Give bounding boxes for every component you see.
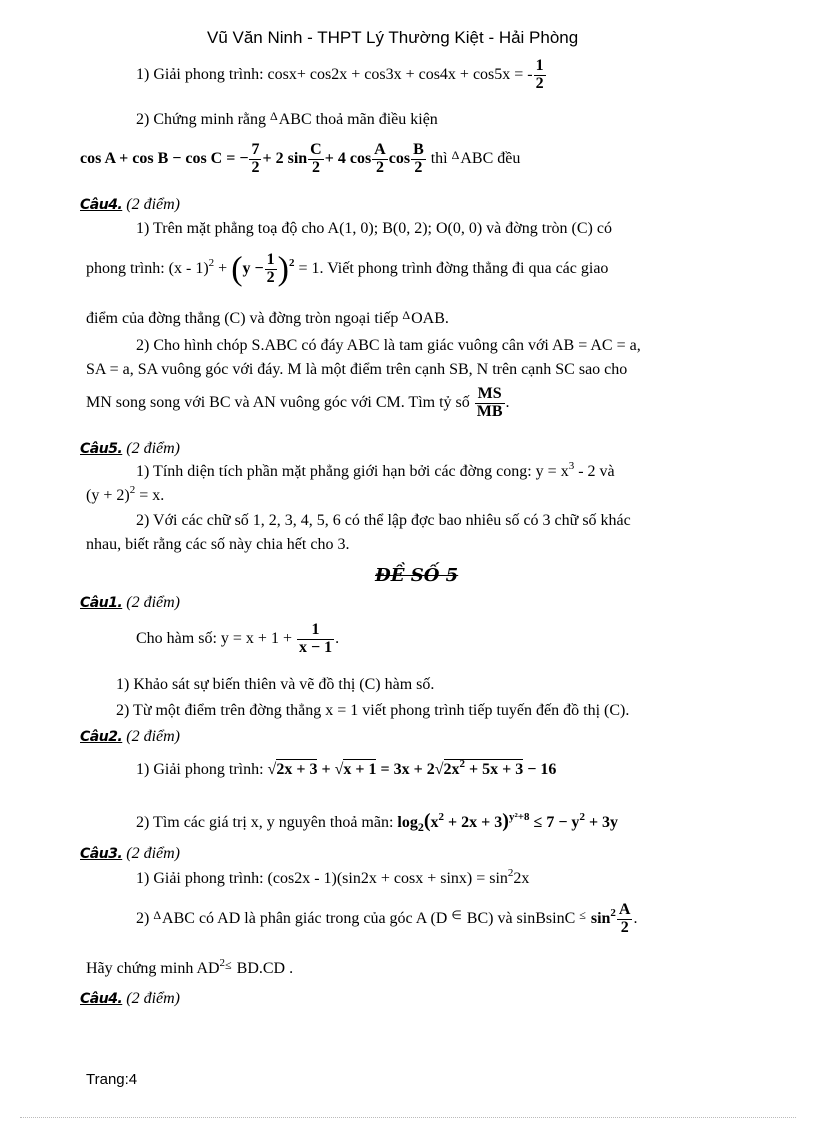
trig-equation: 1) Giải phong trình: $(\cos 2x - 1)(\sin 2x + \cos x + \sin x) = \sin^22x$ bbox=[136, 867, 530, 887]
question-heading: Câu4. (2 điểm) bbox=[80, 196, 181, 213]
ratio-line: MN song song với BC và AN vuông góc với CM. Tìm tỷ số $\frac{MS}{MB}$ . bbox=[86, 385, 510, 420]
question-heading: Câu1. (2 điểm) bbox=[80, 594, 181, 611]
paragraph-line: 2) Cho hình chóp S.ABC có đáy ABC là tam giác vuông cân với AB = AC = a, bbox=[136, 337, 641, 354]
paragraph-line: 1) Trên mặt phẳng toạ độ cho A(1, 0); B(0, 2); O(0, 0) và đờng tròn (C) có bbox=[136, 220, 612, 237]
paragraph-line: điểm của đờng thẳng (C) và đờng tròn ngoại tiếp $^\Delta$OAB. bbox=[86, 308, 449, 327]
paragraph-line: 1) Tính diện tích phần mặt phẳng giới hạn bởi các đờng cong: $y = x^3 - 2$ và bbox=[136, 460, 615, 480]
paragraph-line: SA = a, SA vuông góc với đáy. M là một điểm trên cạnh SB, N trên cạnh SC sao cho bbox=[86, 361, 628, 378]
eq-cos-sum bbox=[136, 58, 547, 93]
paragraph-line: nhau, biết rằng các số này chia hết cho 3. bbox=[86, 536, 350, 553]
question-heading: Câu2. (2 điểm) bbox=[80, 728, 181, 745]
log-inequality: 2) Tìm các giá trị x, y nguyên thoả mãn: $\log_2(x^2 + 2x + 3)^{y^2+8} \le 7 - y^2 + 3y$ bbox=[136, 810, 619, 834]
question-heading: Câu4. (2 điểm) bbox=[80, 990, 181, 1007]
paragraph-line: 2) Từ một điểm trên đờng thẳng x = 1 viết phong trình tiếp tuyến đến đồ thị (C). bbox=[116, 702, 630, 719]
element-of-icon: ∈ bbox=[451, 907, 462, 922]
question-heading: Câu3. (2 điểm) bbox=[80, 845, 181, 862]
paragraph-line: $(y + 2)^2 = x$. bbox=[86, 484, 165, 504]
page-header: Vũ Văn Ninh - THPT Lý Thường Kiệt - Hải Phòng bbox=[207, 28, 579, 47]
circle-equation: phong trình: (x - 1)$^2$ + (y − $\frac{1}{2}$ )$^2$ = 1. Viết phong trình đờng thẳng đi qua các giao bbox=[86, 250, 609, 288]
page-divider bbox=[20, 1117, 796, 1118]
function-definition: Cho hàm số: y = x + 1 + $\frac{1}{x - 1}$ . bbox=[136, 621, 340, 656]
bisector-condition: 2) $^\Delta$ABC có AD là phân giác trong của góc A (D ∈ BC) và sinBsinC ≤ $\sin^2$ $\frac{A}{2}$ . bbox=[136, 901, 638, 936]
fraction: $\frac{1}{2}$ bbox=[535, 57, 544, 92]
exam-title: ĐỀ SỐ 5 bbox=[375, 565, 459, 586]
prove-inequality: Hãy chứng minh $AD^{2\le}$ BD.CD . bbox=[86, 957, 294, 977]
page-number: Trang:4 bbox=[86, 1071, 138, 1088]
eq-cos-sum-text: 1) Giải phong trình: cosx+ cos2x + cos3x + cos4x + cos5x = - bbox=[136, 65, 533, 83]
prove-abc: 2) Chứng minh rằng $^\Delta$ABC thoả mãn điều kiện bbox=[136, 109, 438, 128]
triangle-icon: Δ bbox=[153, 907, 162, 922]
triangle-icon: Δ bbox=[451, 147, 460, 162]
radical-equation: 1) Giải phong trình: $√2x + 3 + √x + 1 = 3x + 2√2x^2 + 5x + 3 - 16$ bbox=[136, 758, 557, 778]
triangle-icon: Δ bbox=[270, 109, 278, 123]
triangle-icon: Δ bbox=[402, 308, 411, 322]
triangle-condition: cos A + cos B − cos C = − $\frac{7}{2}$ + 2 sin $\frac{C}{2}$ + 4 cos $\frac{A}{2}$ cos $\frac{B}{2}$ thì $^\Delta$ABC đều bbox=[80, 141, 521, 176]
question-heading: Câu5. (2 điểm) bbox=[80, 440, 181, 457]
paragraph-line: 1) Khảo sát sự biến thiên và vẽ đồ thị (C) hàm số. bbox=[116, 676, 435, 693]
paragraph-line: 2) Với các chữ số 1, 2, 3, 4, 5, 6 có thể lập đợc bao nhiêu số có 3 chữ số khác bbox=[136, 512, 631, 529]
